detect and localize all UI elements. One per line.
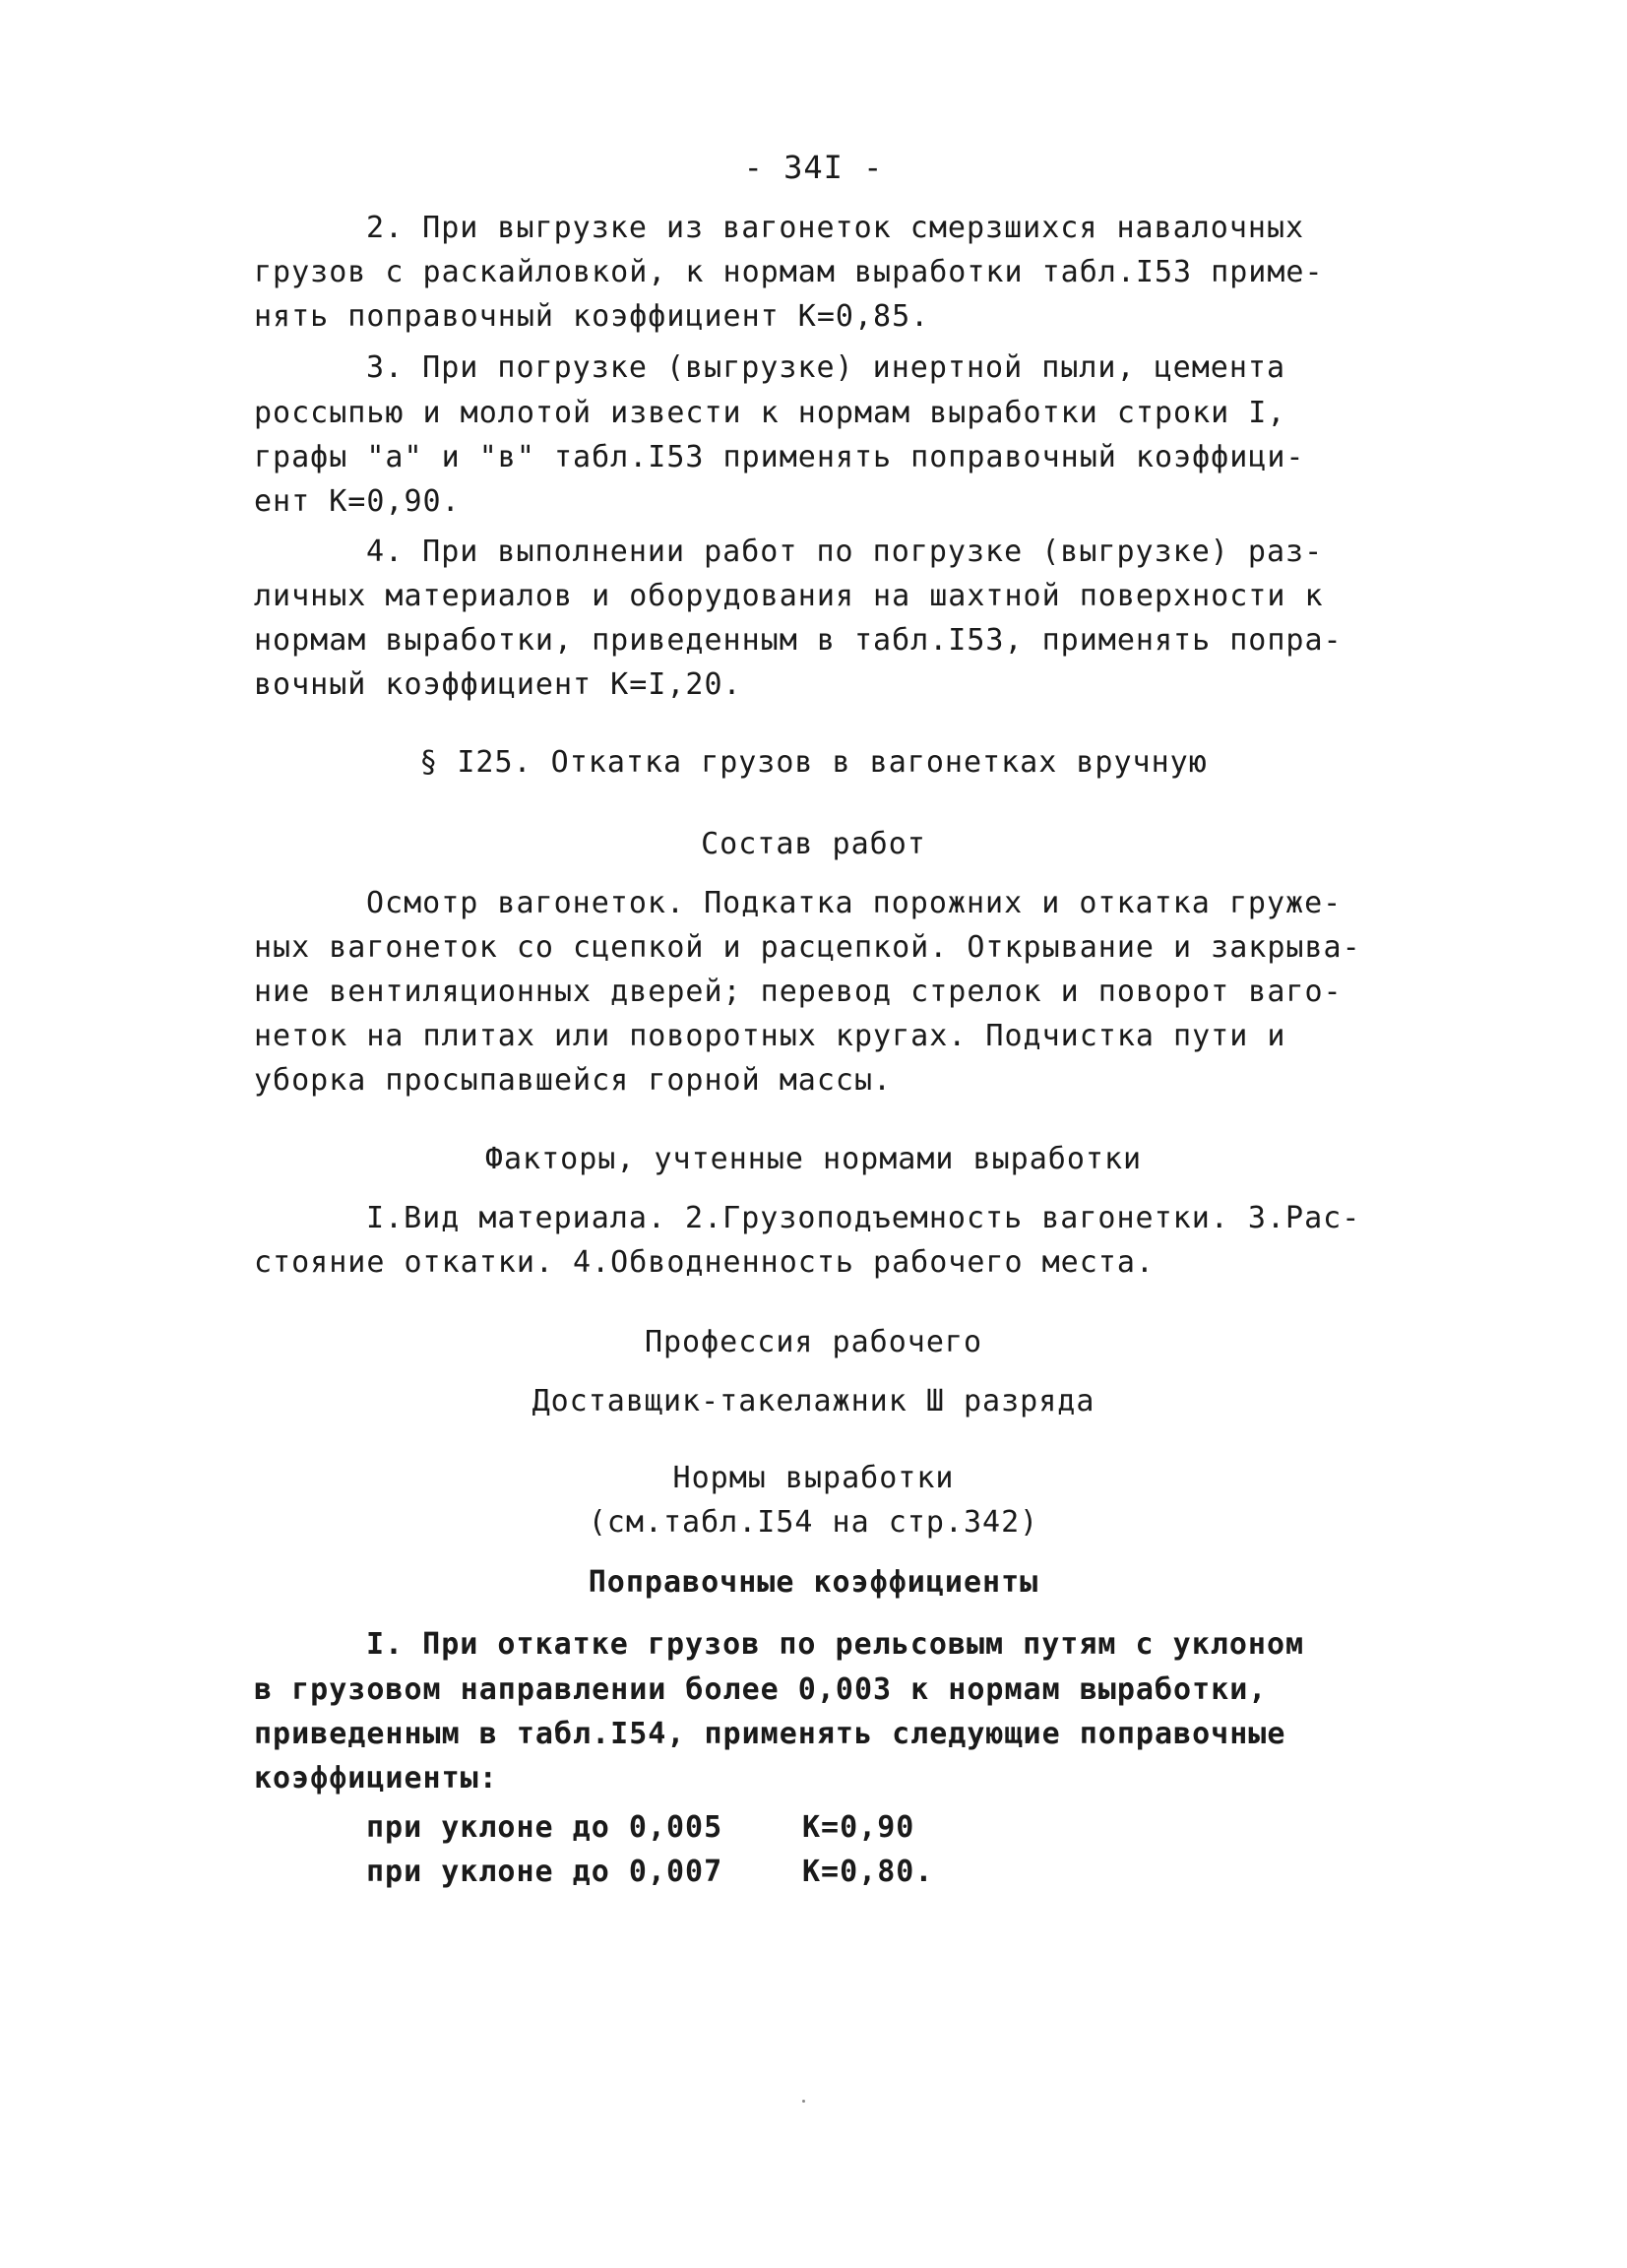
scan-speck: [802, 2100, 805, 2103]
section-title: § I25. Откатка грузов в вагонетках вручную: [419, 745, 1208, 780]
coefficient-row-2-value: К=0,80.: [802, 1855, 934, 1889]
norms-reference: (см.табл.I54 на стр.342): [588, 1505, 1039, 1540]
composition-line-3: ние вентиляционных дверей; перевод стрелок и поворот ваго-: [254, 975, 1343, 1009]
item-3-line-2: россыпью и молотой извести к нормам выработки строки I,: [254, 396, 1286, 430]
coefficients-heading: Поправочные коэффициенты: [588, 1565, 1039, 1600]
coefficients-line-1: I. При откатке грузов по рельсовым путям с уклоном: [366, 1627, 1305, 1662]
item-4-line-1: 4. При выполнении работ по погрузке (выгрузке) раз-: [366, 535, 1324, 569]
coefficients-line-3: приведенным в табл.I54, применять следующие поправочные: [254, 1717, 1286, 1751]
coefficient-row-2-condition: при уклоне до 0,007: [366, 1855, 723, 1889]
item-2-line-3: нять поправочный коэффициент К=0,85.: [254, 299, 930, 334]
item-3-line-3: графы "а" и "в" табл.I53 применять поправочный коэффици-: [254, 440, 1305, 474]
item-4-line-4: вочный коэффициент К=I,20.: [254, 667, 742, 702]
composition-line-4: неток на плитах или поворотных кругах. Подчистка пути и: [254, 1019, 1286, 1053]
profession-value: Доставщик-такелажник Ш разряда: [532, 1384, 1095, 1418]
composition-line-2: ных вагонеток со сцепкой и расцепкой. Открывание и закрыва-: [254, 930, 1361, 965]
norms-heading: Нормы выработки: [672, 1461, 955, 1495]
item-2-line-2: грузов с раскайловкой, к нормам выработки табл.I53 приме-: [254, 255, 1324, 289]
composition-heading: Состав работ: [701, 827, 926, 861]
item-4-line-3: нормам выработки, приведенным в табл.I53, применять попра-: [254, 623, 1343, 658]
composition-line-1: Осмотр вагонеток. Подкатка порожних и откатка груже-: [366, 886, 1343, 920]
item-2-line-1: 2. При выгрузке из вагонеток смерзшихся навалочных: [366, 211, 1305, 245]
item-3-line-4: ент К=0,90.: [254, 484, 461, 519]
page-number: - 34I -: [743, 149, 884, 186]
item-4-line-2: личных материалов и оборудования на шахтной поверхности к: [254, 579, 1324, 613]
composition-line-5: уборка просыпавшейся горной массы.: [254, 1063, 893, 1098]
coefficients-line-4: коэффициенты:: [254, 1761, 498, 1796]
factors-line-1: I.Вид материала. 2.Грузоподъемность вагонетки. 3.Рас-: [366, 1201, 1361, 1235]
coefficient-row-1-condition: при уклоне до 0,005: [366, 1810, 723, 1845]
coefficients-line-2: в грузовом направлении более 0,003 к нормам выработки,: [254, 1672, 1268, 1707]
profession-heading: Профессия рабочего: [644, 1325, 983, 1359]
factors-line-2: стояние откатки. 4.Обводненность рабочего места.: [254, 1245, 1155, 1280]
item-3-line-1: 3. При погрузке (выгрузке) инертной пыли, цемента: [366, 350, 1286, 385]
coefficient-row-1-value: К=0,90: [802, 1810, 915, 1845]
factors-heading: Факторы, учтенные нормами выработки: [484, 1142, 1143, 1176]
